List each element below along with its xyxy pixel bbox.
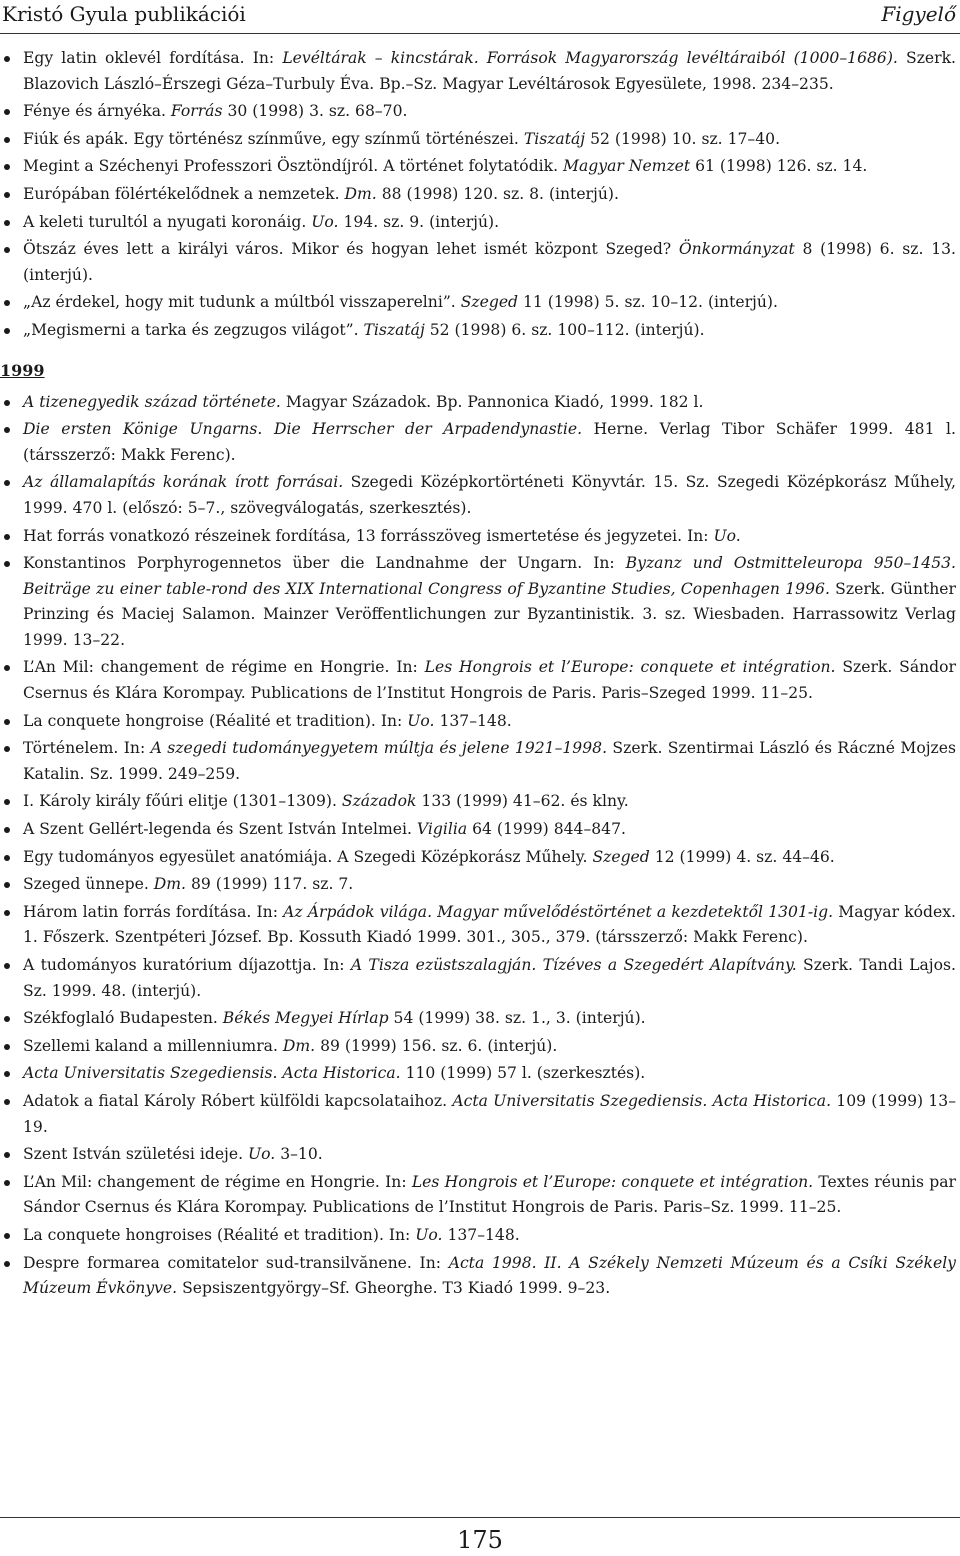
publication-entry bbox=[0, 845, 956, 871]
publication-list bbox=[0, 46, 956, 1304]
entry-text: 137–148. bbox=[442, 1225, 520, 1244]
publication-entry bbox=[0, 390, 956, 416]
publication-entry bbox=[0, 1170, 956, 1221]
entry-title-italic: Az államalapítás korának írott forrásai. bbox=[23, 473, 344, 492]
entry-text: Megint a Széchenyi Professzori Ösztöndíjról. A történet folytatódik. bbox=[23, 157, 564, 176]
publication-entry bbox=[0, 417, 956, 468]
publication-entry bbox=[0, 900, 956, 951]
entry-text: 52 (1998) 6. sz. 100–112. (interjú). bbox=[424, 320, 705, 339]
publication-entry bbox=[0, 470, 956, 521]
entry-title-italic: Dm. bbox=[344, 184, 377, 203]
entry-title-italic: Az Árpádok világa. Magyar művelődéstörténet a kezdetektől 1301-ig. bbox=[283, 902, 834, 921]
entry-text: Egy tudományos egyesület anatómiája. A Szegedi Középkorász Műhely. bbox=[23, 847, 593, 866]
entry-text: 110 (1999) 57 l. (szerkesztés). bbox=[400, 1064, 646, 1083]
publication-entry bbox=[0, 154, 956, 180]
entry-title-italic: Levéltárak – kincstárak. Források Magyarország levéltáraiból (1000–1686). bbox=[282, 49, 898, 67]
publication-entry bbox=[0, 1034, 956, 1060]
entry-text: 137–148. bbox=[434, 711, 512, 730]
entry-text: Európában fölértékelődnek a nemzetek. bbox=[23, 184, 345, 203]
entry-text: 88 (1998) 120. sz. 8. (interjú). bbox=[376, 184, 619, 203]
entry-title-italic: Uo. bbox=[407, 711, 435, 730]
entry-title-italic: Uo. bbox=[248, 1145, 276, 1164]
entry-text: 8 (1998) 6. sz. 13. (interjú). bbox=[23, 240, 956, 284]
footer-rule bbox=[0, 1517, 960, 1518]
page-number: 175 bbox=[457, 1526, 503, 1554]
entry-text: Szerk. Tandi Lajos. Sz. 1999. 48. (interjú). bbox=[23, 956, 956, 1000]
entry-title-italic: Les Hongrois et l’Europe: conquete et intégration. bbox=[411, 1172, 814, 1191]
entry-text: 89 (1999) 156. sz. 6. (interjú). bbox=[315, 1036, 558, 1055]
entries-1998 bbox=[0, 46, 956, 344]
publication-entry bbox=[0, 127, 956, 153]
publication-entry bbox=[0, 290, 956, 316]
entry-text: 54 (1999) 38. sz. 1., 3. (interjú). bbox=[388, 1009, 646, 1028]
entry-text: 3–10. bbox=[275, 1145, 323, 1164]
entry-title-italic: Byzanz und Ostmitteleuropa 950–1453. Beiträge zu einer table-rond des XIX International Congress of Byzantine Studies, Copenhagen 1996. bbox=[23, 554, 956, 598]
entry-text: L’An Mil: changement de régime en Hongrie. In: bbox=[23, 1172, 412, 1191]
entry-text: A keleti turultól a nyugati koronáig. bbox=[23, 212, 312, 231]
publication-entry bbox=[0, 1142, 956, 1168]
entry-text: Despre formarea comitatelor sud-transilvănene. In: bbox=[23, 1253, 449, 1272]
entry-text: Székfoglaló Budapesten. bbox=[23, 1009, 223, 1028]
entry-title-italic: Acta Universitatis Szegediensis. Acta Historica. bbox=[452, 1091, 832, 1110]
publication-entry bbox=[0, 1251, 956, 1302]
entry-title-italic: Tiszatáj bbox=[363, 320, 425, 339]
entry-text: „Megismerni a tarka és zegzugos világot”. bbox=[23, 320, 364, 339]
entry-text: 133 (1999) 41–62. és klny. bbox=[416, 792, 629, 811]
entry-title-italic: Magyar Nemzet bbox=[563, 157, 691, 176]
entry-text: Magyar Századok. Bp. Pannonica Kiadó, 1999. 182 l. bbox=[280, 392, 704, 411]
entry-text: Szerk. Szentirmai László és Ráczné Mojzes Katalin. Sz. 1999. 249–259. bbox=[23, 739, 956, 783]
entry-text: 11 (1998) 5. sz. 10–12. (interjú). bbox=[518, 293, 778, 312]
entry-title-italic: Acta 1998. II. A Székely Nemzeti Múzeum és a Csíki Székely Múzeum Évkönyve. bbox=[23, 1253, 956, 1298]
entry-title-italic: Les Hongrois et l’Europe: conquete et intégration. bbox=[424, 658, 836, 677]
publication-entry bbox=[0, 182, 956, 208]
running-header bbox=[0, 0, 960, 28]
publication-entry bbox=[0, 817, 956, 843]
header-section: Figyelő bbox=[881, 2, 956, 26]
entry-text: 89 (1999) 117. sz. 7. bbox=[186, 875, 354, 894]
entry-title-italic: A tizenegyedik század története. bbox=[23, 392, 281, 411]
entry-title-italic: Uo. bbox=[713, 526, 741, 545]
entry-text: Herne. Verlag Tibor Schäfer 1999. 481 l. (társszerző: Makk Ferenc). bbox=[23, 420, 956, 464]
publication-entry bbox=[0, 1223, 956, 1249]
publication-entry bbox=[0, 210, 956, 236]
entry-text: Magyar kódex. 1. Főszerk. Szentpéteri József. Bp. Kossuth Kiadó 1999. 301., 305., 379. (társszerző: Makk Ferenc). bbox=[23, 902, 956, 947]
entry-title-italic: Dm. bbox=[282, 1036, 316, 1055]
publication-entry bbox=[0, 1061, 956, 1087]
entry-text: 12 (1999) 4. sz. 44–46. bbox=[649, 847, 835, 866]
publication-entry bbox=[0, 736, 956, 787]
publication-entry bbox=[0, 953, 956, 1004]
publication-entry bbox=[0, 524, 956, 550]
entry-text: Fiúk és apák. Egy történész színműve, egy színmű történészei. bbox=[23, 129, 524, 148]
entry-title-italic: Dm. bbox=[153, 875, 187, 894]
entry-title-italic: A szegedi tudományegyetem múltja és jelene 1921–1998. bbox=[150, 739, 608, 758]
entry-text: Szerk. Blazovich László–Érszegi Géza–Turbuly Éva. Bp.–Sz. Magyar Levéltárosok Egyesülete, 1998. 234–235. bbox=[23, 49, 956, 93]
entry-title-italic: Tiszatáj bbox=[523, 129, 586, 148]
entry-text: 109 (1999) 13–19. bbox=[23, 1091, 956, 1136]
entry-title-italic: Szeged bbox=[460, 293, 519, 312]
entry-text: Szellemi kaland a millenniumra. bbox=[23, 1036, 283, 1055]
publication-entry bbox=[0, 237, 956, 288]
entry-text: 61 (1998) 126. sz. 14. bbox=[690, 157, 868, 176]
header-title: Kristó Gyula publikációi bbox=[2, 2, 246, 26]
entry-text: 194. sz. 9. (interjú). bbox=[338, 212, 500, 231]
entries-1999 bbox=[0, 390, 956, 1302]
entry-text: La conquete hongroise (Réalité et tradition). In: bbox=[23, 711, 408, 730]
entry-text: A tudományos kuratórium díjazottja. In: bbox=[23, 956, 351, 974]
publication-entry bbox=[0, 789, 956, 815]
entry-text: Szegedi Középkortörténeti Könyvtár. 15. Sz. Szegedi Középkorász Műhely, 1999. 470 l. (előszó: 5–7., szövegválogatás, szerkesztés). bbox=[23, 473, 956, 517]
entry-text: Szeged ünnepe. bbox=[23, 875, 154, 894]
entry-text: 52 (1998) 10. sz. 17–40. bbox=[585, 129, 781, 148]
entry-title-italic: A Tisza ezüstszalagján. Tízéves a Szegedért Alapítvány. bbox=[350, 956, 797, 974]
entry-text: Textes réunis par Sándor Csernus és Klára Korompay. Publications de l’Institut Hongrois de Paris. Paris–Sz. 1999. 11–25. bbox=[23, 1172, 957, 1217]
entry-title-italic: Die ersten Könige Ungarns. Die Herrscher der Arpadendynastie. bbox=[23, 420, 583, 439]
publication-entry bbox=[0, 46, 956, 97]
entry-title-italic: Szeged bbox=[592, 847, 650, 866]
entry-text: Szent István születési ideje. bbox=[23, 1145, 249, 1164]
entry-text: Fénye és árnyéka. bbox=[23, 102, 171, 121]
entry-text: Adatok a fiatal Károly Róbert külföldi kapcsolataihoz. bbox=[23, 1091, 453, 1110]
entry-text: Ötszáz éves lett a királyi város. Mikor és hogyan lehet ismét központ Szeged? bbox=[23, 240, 679, 259]
entry-text: I. Károly király főúri elitje (1301–1309). bbox=[23, 792, 342, 811]
year-heading: 1999 bbox=[0, 360, 45, 380]
entry-text: A Szent Gellért-legenda és Szent István Intelmei. bbox=[23, 820, 417, 839]
publication-entry bbox=[0, 318, 956, 344]
publication-entry bbox=[0, 872, 956, 898]
entry-title-italic: Uo. bbox=[415, 1225, 443, 1244]
entry-text: Hat forrás vonatkozó részeinek fordítása, 13 forrásszöveg ismertetése és jegyzetei. In: bbox=[23, 526, 714, 545]
publication-entry bbox=[0, 551, 956, 653]
publication-entry bbox=[0, 1089, 956, 1140]
header-rule bbox=[0, 33, 960, 34]
entry-text: „Az érdekel, hogy mit tudunk a múltból visszaperelni”. bbox=[23, 293, 461, 312]
publication-entry bbox=[0, 1006, 956, 1032]
entry-title-italic: Századok bbox=[341, 792, 417, 811]
publication-entry bbox=[0, 709, 956, 735]
entry-title-italic: Önkormányzat bbox=[678, 240, 795, 259]
entry-text: 64 (1999) 844–847. bbox=[467, 820, 626, 839]
entry-title-italic: Uo. bbox=[311, 212, 339, 231]
entry-text: Történelem. In: bbox=[23, 739, 151, 758]
entry-text: Konstantinos Porphyrogennetos über die Landnahme der Ungarn. In: bbox=[23, 554, 626, 573]
entry-text: Három latin forrás fordítása. In: bbox=[23, 902, 284, 921]
entry-text: L’An Mil: changement de régime en Hongrie. In: bbox=[23, 658, 425, 677]
entry-title-italic: Békés Megyei Hírlap bbox=[222, 1009, 389, 1028]
publication-entry bbox=[0, 99, 956, 125]
entry-text: Egy latin oklevél fordítása. In: bbox=[23, 49, 283, 67]
entry-text: La conquete hongroises (Réalité et tradition). In: bbox=[23, 1225, 416, 1244]
publication-entry bbox=[0, 655, 956, 706]
entry-text: Sepsiszentgyörgy–Sf. Gheorghe. T3 Kiadó 1999. 9–23. bbox=[177, 1279, 611, 1298]
entry-text: Szerk. Günther Prinzing és Maciej Salamon. Mainzer Veröffentlichungen zur Byzantinistik. 3. sz. Wiesbaden. Harrassowitz Verlag 1999. 13–22. bbox=[23, 579, 956, 649]
entry-title-italic: Forrás bbox=[170, 102, 223, 121]
entry-text: 30 (1998) 3. sz. 68–70. bbox=[222, 102, 408, 121]
entry-text: Szerk. Sándor Csernus és Klára Korompay. Publications de l’Institut Hongrois de Paris. Paris–Szeged 1999. 11–25. bbox=[23, 658, 956, 703]
entry-title-italic: Acta Universitatis Szegediensis. Acta Historica. bbox=[23, 1064, 401, 1083]
entry-title-italic: Vigilia bbox=[416, 820, 468, 839]
